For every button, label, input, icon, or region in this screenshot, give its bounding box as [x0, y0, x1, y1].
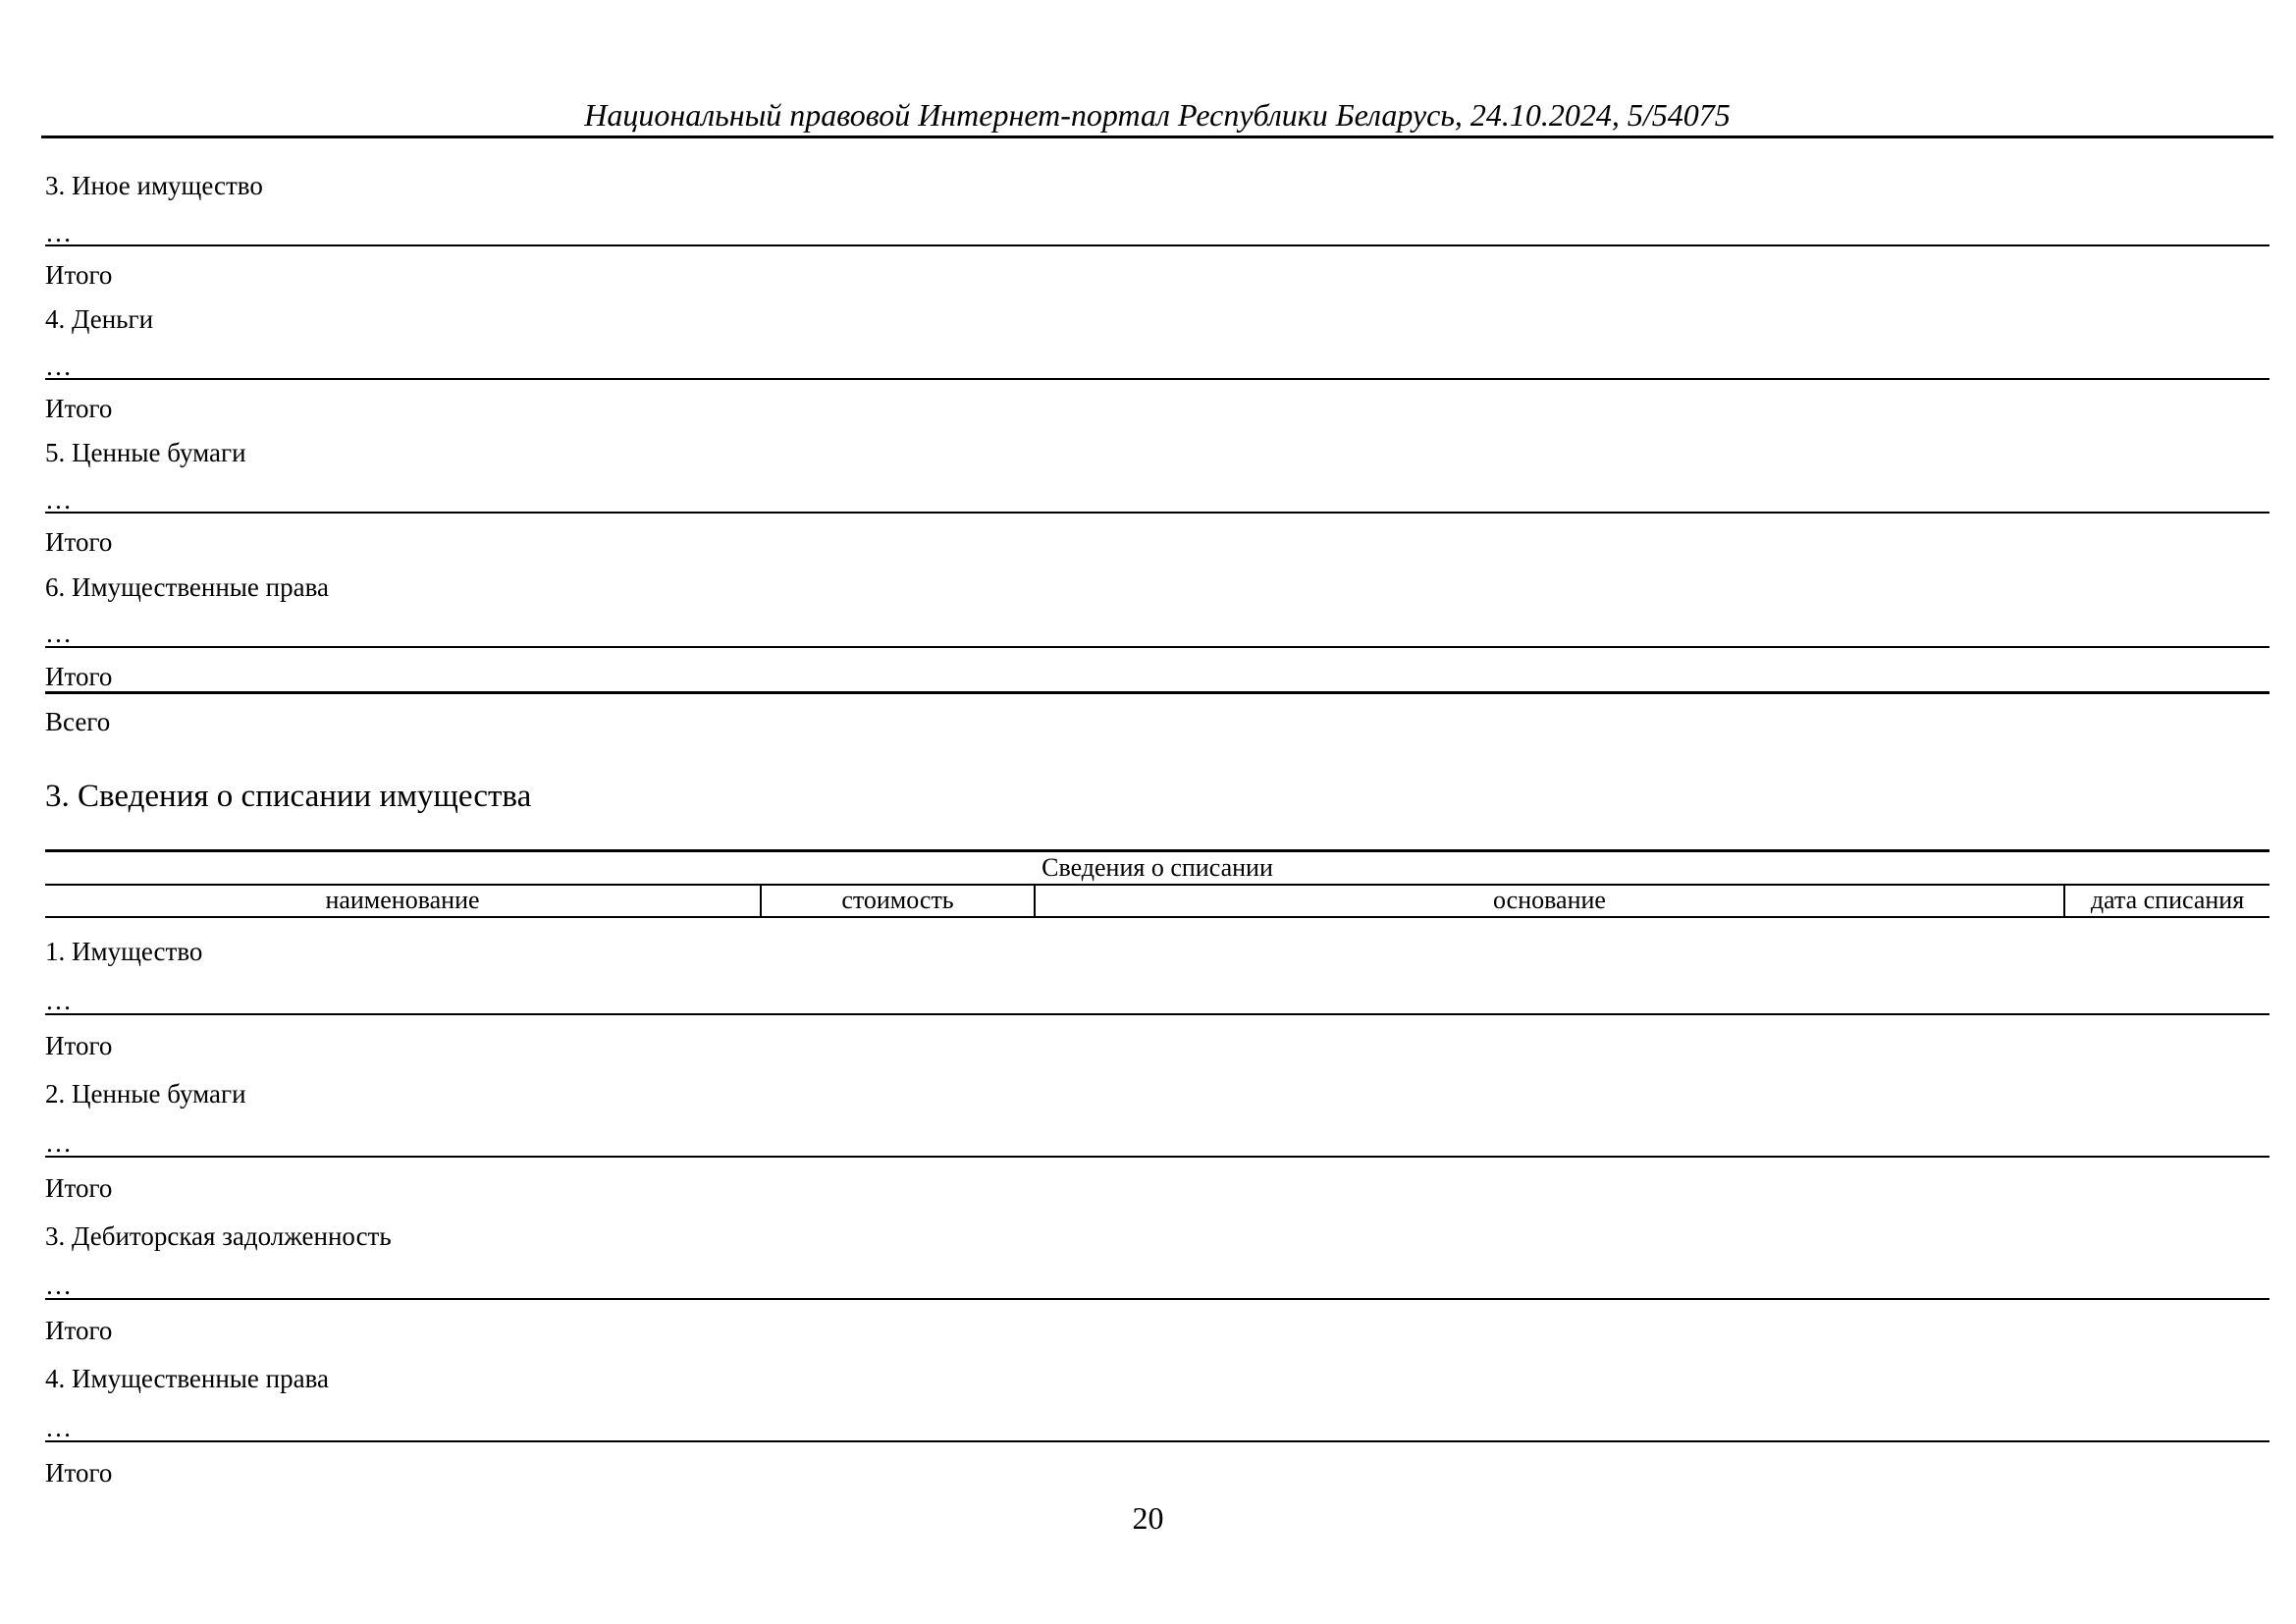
category-money: 4. Деньги	[45, 304, 154, 334]
category-property-rights: 4. Имущественные права	[45, 1364, 329, 1393]
subtotal-label: Итого	[45, 527, 113, 557]
subtotal-label: Итого	[45, 1031, 113, 1060]
section-title: 3. Сведения о списании имущества	[45, 779, 532, 814]
category-securities: 5. Ценные бумаги	[45, 438, 246, 467]
row-divider	[45, 244, 2269, 246]
row-divider	[45, 1156, 2269, 1158]
category-securities: 2. Ценные бумаги	[45, 1079, 246, 1109]
page-number: 20	[1132, 1500, 1164, 1536]
row-divider	[45, 1440, 2269, 1442]
subtotal-label: Итого	[45, 394, 113, 423]
grand-total-label: Всего	[45, 707, 111, 736]
ellipsis-row: …	[45, 1271, 72, 1300]
write-off-table-header	[45, 849, 2269, 918]
row-divider	[45, 691, 2269, 694]
column-header-name: наименование	[325, 886, 480, 914]
page-header-text: Национальный правовой Интернет-портал Республики Беларусь, 24.10.2024, 5/54075	[584, 97, 1731, 133]
page-header	[41, 94, 2273, 138]
column-header-write-off-date: дата списания	[2063, 886, 2269, 916]
row-divider	[45, 512, 2269, 514]
table-group-header: Сведения о списании	[45, 852, 2269, 886]
ellipsis-row: …	[45, 352, 72, 381]
ellipsis-row: …	[45, 1128, 72, 1158]
ellipsis-row: …	[45, 1413, 72, 1442]
subtotal-label: Итого	[45, 260, 113, 290]
ellipsis-row: …	[45, 986, 72, 1015]
row-divider	[45, 1013, 2269, 1015]
subtotal-label: Итого	[45, 1458, 113, 1488]
category-other-property: 3. Иное имущество	[45, 171, 263, 200]
row-divider	[45, 1298, 2269, 1300]
ellipsis-row: …	[45, 485, 72, 514]
category-receivables: 3. Дебиторская задолженность	[45, 1221, 392, 1251]
category-property: 1. Имущество	[45, 937, 203, 966]
subtotal-label: Итого	[45, 1173, 113, 1203]
ellipsis-row: …	[45, 619, 72, 648]
column-header-cost: стоимость	[760, 886, 1034, 916]
category-property-rights: 6. Имущественные права	[45, 572, 329, 602]
row-divider	[45, 646, 2269, 648]
column-header-basis: основание	[1034, 886, 2063, 916]
row-divider	[45, 378, 2269, 380]
subtotal-label: Итого	[45, 1316, 113, 1345]
ellipsis-row: …	[45, 218, 72, 247]
subtotal-label: Итого	[45, 662, 113, 691]
